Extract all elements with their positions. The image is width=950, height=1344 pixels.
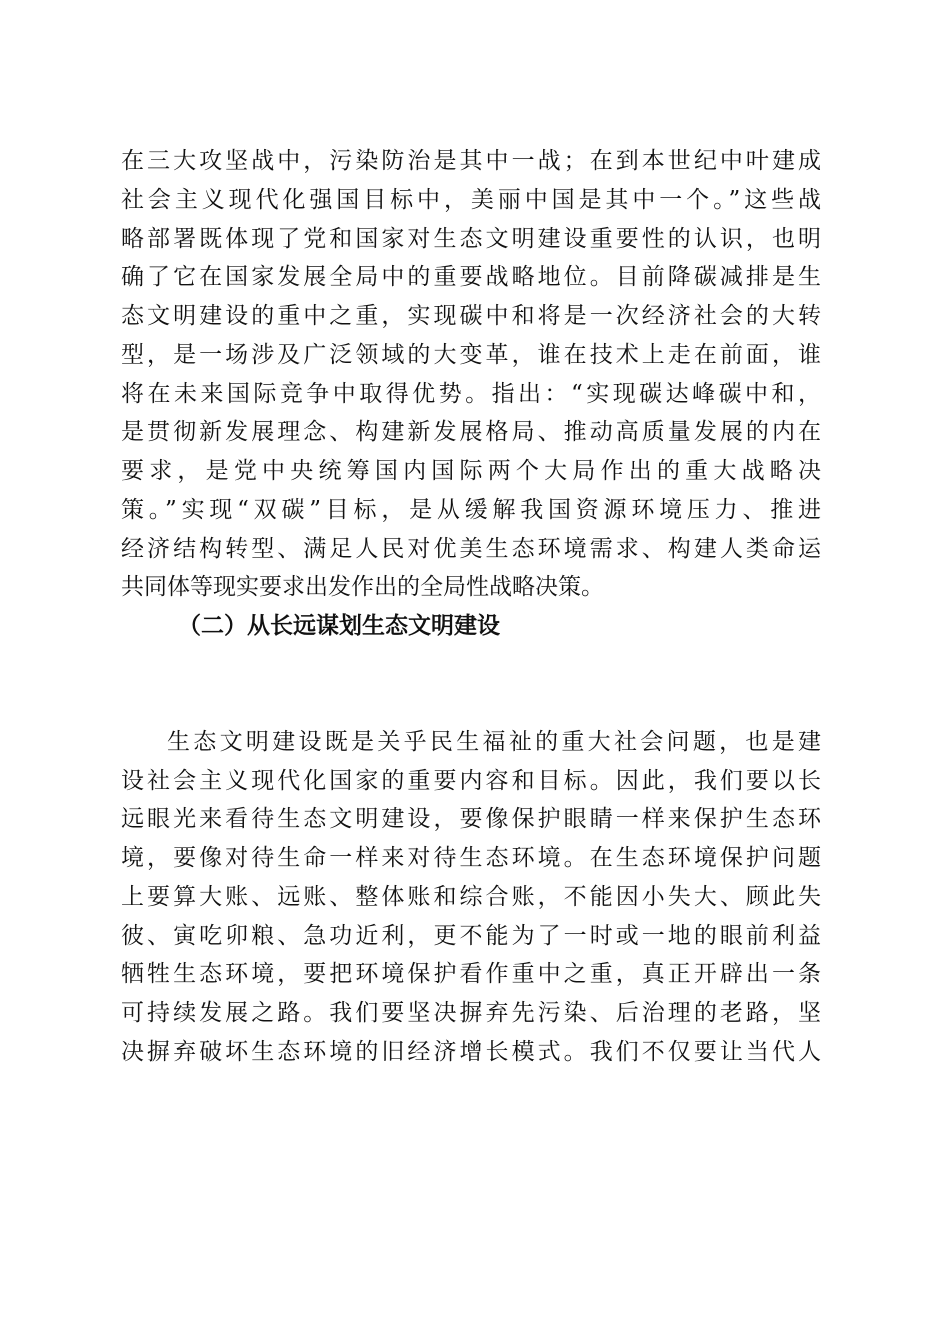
paragraph-line: 是贯彻新发展理念、构建新发展格局、推动高质量发展的内在 bbox=[121, 419, 821, 446]
paragraph-line: 牺牲生态环境，要把环境保护看作重中之重，真正开辟出一条 bbox=[121, 961, 821, 988]
paragraph-line: 设社会主义现代化国家的重要内容和目标。因此，我们要以长 bbox=[121, 767, 821, 794]
section-heading: （二）从长远谋划生态文明建设 bbox=[178, 612, 500, 639]
paragraph-line: 共同体等现实要求出发作出的全局性战略决策。 bbox=[121, 574, 604, 601]
paragraph-line: 可持续发展之路。我们要坚决摒弃先污染、后治理的老路，坚 bbox=[121, 1000, 821, 1026]
paragraph-line: 型，是一场涉及广泛领域的大变革，谁在技术上走在前面，谁 bbox=[121, 341, 821, 368]
paragraph-line: 经济结构转型、满足人民对优美生态环境需求、构建人类命运 bbox=[121, 535, 821, 562]
paragraph-line: 在三大攻坚战中，污染防治是其中一战；在到本世纪中叶建成 bbox=[121, 148, 821, 174]
paragraph-line: 策。”实现“双碳”目标，是从缓解我国资源环境压力、推进 bbox=[121, 496, 821, 523]
paragraph-line: 决摒弃破坏生态环境的旧经济增长模式。我们不仅要让当代人 bbox=[121, 1038, 821, 1065]
paragraph-line: 远眼光来看待生态文明建设，要像保护眼睛一样来保护生态环 bbox=[121, 806, 821, 833]
paragraph-line: 境，要像对待生命一样来对待生态环境。在生态环境保护问题 bbox=[121, 845, 821, 871]
paragraph-line: 确了它在国家发展全局中的重要战略地位。目前降碳减排是生 bbox=[121, 264, 821, 291]
paragraph-1 bbox=[121, 142, 821, 646]
paragraph-2 bbox=[121, 723, 821, 1072]
paragraph-line: 社会主义现代化强国目标中，美丽中国是其中一个。”这些战 bbox=[121, 186, 821, 213]
paragraph-line: 略部署既体现了党和国家对生态文明建设重要性的认识，也明 bbox=[121, 225, 821, 252]
paragraph-line: 生态文明建设既是关乎民生福祉的重大社会问题，也是建 bbox=[167, 728, 821, 755]
paragraph-line: 彼、寅吃卯粮、急功近利，更不能为了一时或一地的眼前利益 bbox=[121, 922, 821, 949]
paragraph-line: 将在未来国际竞争中取得优势。指出：“实现碳达峰碳中和， bbox=[121, 380, 821, 407]
paragraph-line: 上要算大账、远账、整体账和综合账，不能因小失大、顾此失 bbox=[121, 883, 821, 910]
paragraph-line: 要求，是党中央统筹国内国际两个大局作出的重大战略决 bbox=[121, 458, 821, 484]
paragraph-line: 态文明建设的重中之重，实现碳中和将是一次经济社会的大转 bbox=[121, 303, 821, 329]
